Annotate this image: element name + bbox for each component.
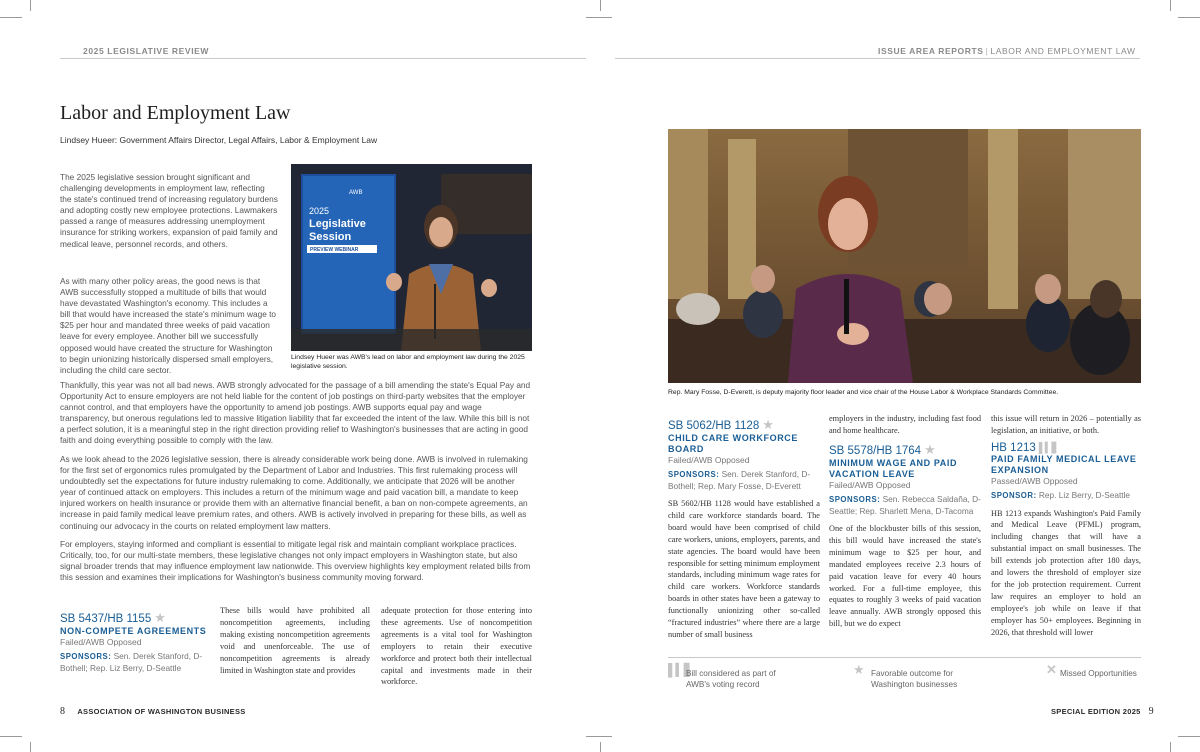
bill-status: Passed/AWB Opposed (991, 476, 1078, 486)
crop-mark (1170, 742, 1171, 752)
legend-rule (668, 657, 1141, 658)
crop-mark (1178, 17, 1200, 18)
bill-status: Failed/AWB Opposed (60, 637, 142, 647)
star-icon: ★ (762, 417, 774, 432)
bill-text: HB 1213 expands Washington's Paid Family and Medical Leave (PFML) program, including changes that will have a substantial impact on small businesses. The bill extends job protection after 180 days, and lowers the threshold of employer size for the job protection requirement. Current law requires an employer to hold an employee's job while on leave if that employer has 50+ employees. Beginning in 2026, that threshold will lower (991, 508, 1141, 637)
bill-sb5437-text-2: adequate protection for those entering into these agreements. Use of noncompetition agreements is a vital tool for Washington employers to retain their executive workforce and protect both their intellectual capital and investments made in their workforce. (381, 606, 532, 687)
bill-sponsors (668, 469, 820, 492)
bill-sb5062-text-cont: employers in the industry, including fast food and home healthcare. (829, 414, 981, 435)
page-number-right: 9 (1148, 706, 1154, 717)
bill-id (991, 442, 1141, 454)
paragraph-2: As with many other policy areas, the good news is that AWB successfully stopped a multitude of bills that would have devastated Washington's economy. This includes a bill that would have increased the state's minimum wage to $25 per hour and mandated three weeks of paid vacation leave for every employee. Another bill we successfully opposed would have created the structure for Washington to begin unionizing historically dispersed small employers, including the child care sector. (60, 276, 277, 375)
byline: Lindsey Hueer: Government Affairs Director, Legal Affairs, Labor & Employment Law (60, 135, 378, 145)
crop-mark (1170, 0, 1171, 11)
sponsors-text: Sen. Derek Stanford, D-Bothell; Rep. Mary Fosse, D-Everett (668, 469, 811, 491)
photo-webinar-caption: Lindsey Hueer was AWB's lead on labor and employment law during the 2025 legislative session. (291, 354, 525, 370)
bill-sponsors (60, 651, 210, 674)
bill-id (60, 610, 210, 626)
star-icon: ★ (853, 662, 865, 677)
page-title: Labor and Employment Law (60, 102, 291, 124)
bill-sponsors (991, 490, 1141, 502)
x-mark-icon: ✕ (1046, 662, 1057, 677)
bill-name: CHILD CARE WORKFORCE BOARD (668, 433, 798, 454)
legend-missed: Missed Opportunities (1060, 669, 1137, 678)
header-section: ISSUE AREA REPORTS (878, 46, 984, 56)
photo-legislator-illustration (668, 129, 1141, 383)
intro-paragraph: The 2025 legislative session brought significant and challenging developments in employment law, reflecting the state's continued trend of increasing regulatory burdens and adopting costly new employee protections. Lawmakers passed a range of measures addressing unemployment insurance for striking workers, expansion of paid family and medical leave, personnel records, and others. (60, 172, 278, 249)
crop-mark (586, 17, 612, 18)
footer-left (60, 706, 246, 717)
bill-status: Failed/AWB Opposed (668, 455, 750, 465)
photo-legislator-caption: Rep. Mary Fosse, D-Everett, is deputy majority floor leader and vice chair of the House Labor & Workplace Standards Committee. (668, 389, 1059, 396)
bill-name: PAID FAMILY MEDICAL LEAVE EXPANSION (991, 454, 1137, 475)
crop-mark (0, 17, 22, 18)
sponsors-text: Sen. Derek Stanford, D-Bothell; Rep. Liz Berry, D-Seattle (60, 651, 203, 673)
paragraph-3: Thankfully, this year was not all bad news. AWB strongly advocated for the passage of a bill amending the state's Equal Pay and Opportunity Act to ensure employers are not held liable for the content of job postings on third-party websites that the employer cannot control, and that employers have the opportunity to amend job postings. AWB supports equal pay and wage transparency, but onerous regulations led to massive litigation liability that far exceeded the intent of the law. While this bill is not a perfect solution, it is a meaningful step in the right direction providing relief to Washington's businesses that are acting in good faith and doing everything possible to comply with the law. (60, 380, 531, 446)
photo-webinar (291, 164, 532, 351)
bar-chart-icon: ▌▍▋ (668, 663, 692, 677)
sponsors-label: SPONSORS: (829, 495, 881, 504)
bill-status: Failed/AWB Opposed (829, 480, 911, 490)
bill-id (829, 442, 981, 458)
sponsors-label: SPONSOR: (991, 491, 1037, 500)
crop-mark (30, 0, 31, 11)
footer-right-text: SPECIAL EDITION 2025 (1051, 707, 1141, 716)
page-number-left: 8 (60, 706, 66, 717)
sponsors-label: SPONSORS: (60, 652, 112, 661)
star-icon: ★ (154, 610, 166, 625)
running-header-left: 2025 LEGISLATIVE REVIEW (83, 46, 210, 56)
header-topic: LABOR AND EMPLOYMENT LAW (990, 46, 1136, 56)
bill-hb1213 (991, 442, 1141, 638)
bill-text: SB 5602/HB 1128 would have established a child care workforce standards board. The board would have been comprised of child care workers, unions, employers, parents, and state agencies. The board would have been responsible for setting minimum employment standards, including minimum wage rates for child care workers. Workforce standards boards in other states have been a gateway to functionally unionizing other so-called “fractured industries” where there are a large number of small business (668, 499, 820, 639)
header-rule-left (60, 58, 586, 59)
screen-brand: AWB (349, 190, 363, 196)
screen-ribbon: PREVIEW WEBINAR (310, 247, 359, 253)
crop-mark (30, 742, 31, 752)
photo-webinar-illustration (291, 164, 532, 351)
bill-id-text: SB 5062/HB 1128 (668, 420, 760, 432)
header-separator: | (985, 46, 989, 56)
bill-sb5062 (668, 417, 820, 641)
crop-mark (600, 742, 601, 752)
sponsors-text: Rep. Liz Berry, D-Seattle (1038, 490, 1131, 500)
sponsors-label: SPONSORS: (668, 470, 720, 479)
bill-name: NON-COMPETE AGREEMENTS (60, 626, 207, 636)
bar-chart-icon: ▌▍▋ (1038, 443, 1059, 454)
bill-id-text: SB 5578/HB 1764 (829, 445, 922, 457)
crop-mark (586, 736, 612, 737)
bill-id (668, 417, 820, 433)
bill-name: MINIMUM WAGE AND PAID VACATION LEAVE (829, 458, 958, 479)
bill-id-text: HB 1213 (991, 442, 1036, 454)
screen-year: 2025 (309, 206, 330, 216)
photo-legislator (668, 129, 1141, 383)
star-icon: ★ (924, 442, 936, 457)
sponsors-text: Sen. Rebecca Saldaña, D-Seattle; Rep. Sharlett Mena, D-Tacoma (829, 494, 981, 516)
paragraph-5: For employers, staying informed and compliant is essential to mitigate legal risk and maintain compliant workplace practices. Critically, too, for our multi-state members, these legislative changes not only impact employers in Washington state, but also signal broader trends that may influence employment law nationwide. This overview highlights key employment related bills from this session and examines their implications for Washington's business community moving forward. (60, 539, 531, 583)
bill-sb5578 (829, 442, 981, 630)
legend-voting-record: Bill considered as part of AWB's voting record (686, 669, 776, 689)
screen-title-1: Legislative (309, 218, 366, 230)
paragraph-4: As we look ahead to the 2026 legislative session, there is already considerable work being done. AWB is involved in rulemaking for the first set of ergonomics rules promulgated by the Department of Labor and Industries. This first rulemaking process will undoubtedly set the expectations for future industry rulemaking to come. Additionally, we anticipate that 2026 will be another year of continued attack on employers. This includes a return of the minimum wage and paid vacation bill, a mandate to keep injured workers on health insurance or provide them with an alternative financial benefit, a ban on non-compete agreements, an increase in paid family medical leave premium rates, and others. AWB is actively involved in preparing for these bills, as well as continuing our advocacy in the courts on related employment law matters. (60, 454, 528, 531)
running-header-right (878, 46, 1136, 56)
bill-sb5437-text-1: These bills would have prohibited all noncompetition agreements, including making existing noncompetition agreements void and unenforceable. The use of noncompetition agreements is already limited in Washington state and provides (220, 606, 370, 675)
screen-title-2: Session (309, 231, 352, 243)
crop-mark (1178, 736, 1200, 737)
bill-sb5578-text-cont: this issue will return in 2026 – potentially as legislation, an initiative, or both. (991, 414, 1141, 435)
legend-favorable: Favorable outcome for Washington businesses (871, 669, 958, 689)
crop-mark (600, 0, 601, 11)
header-rule-right (615, 58, 1140, 59)
bill-id-text: SB 5437/HB 1155 (60, 613, 152, 625)
bill-sb5437 (60, 610, 210, 674)
footer-right (1051, 706, 1154, 717)
bill-text: One of the blockbuster bills of this session, this bill would have increased the state's minimum wage to $25 per hour, and mandated employees receive 2.3 hours of paid vacation leave for every 40 hours worked. For a full-time employee, this equates to roughly 3 weeks of paid vacation leave annually. AWB strongly opposed this bill, but we do expect (829, 524, 981, 629)
footer-left-text: ASSOCIATION OF WASHINGTON BUSINESS (77, 707, 246, 716)
bill-sponsors (829, 494, 981, 517)
crop-mark (0, 736, 22, 737)
